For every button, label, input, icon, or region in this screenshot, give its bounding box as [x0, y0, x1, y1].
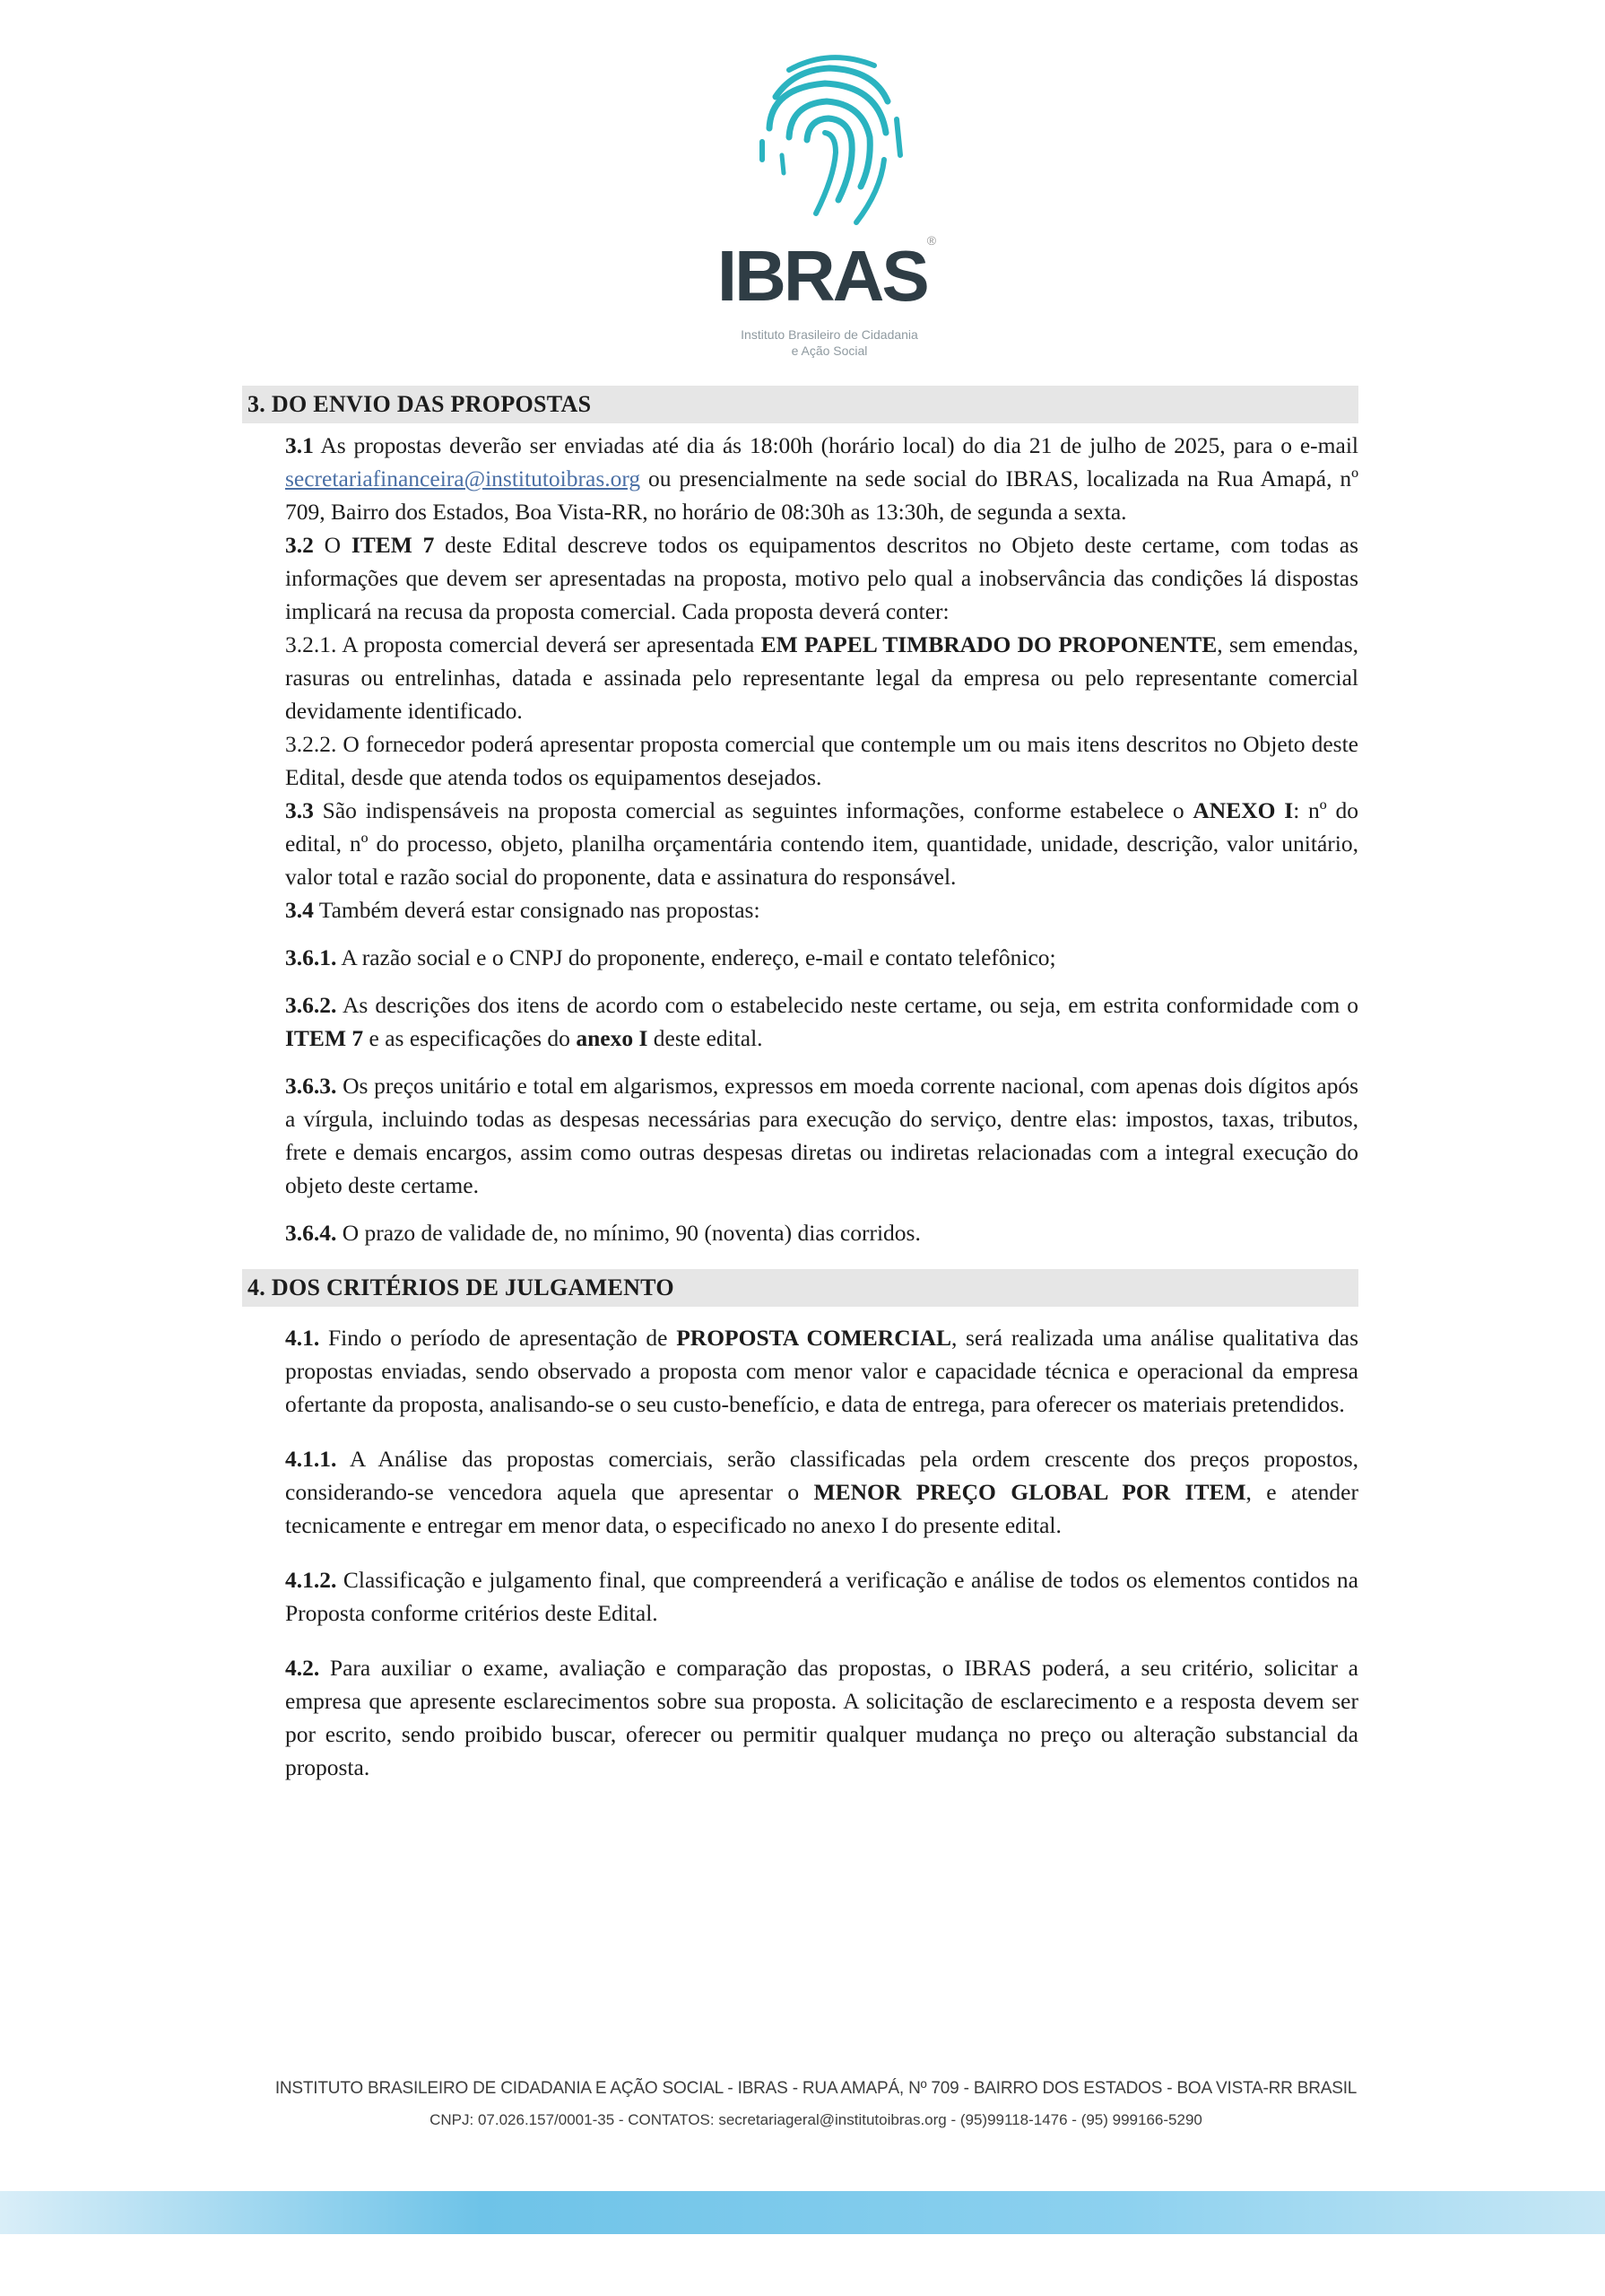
paragraph-3-1: 3.1 As propostas deverão ser enviadas até dia ás 18:00h (horário local) do dia 21 de julho de 2025, para o e-mail secretariafinanceira@institutoibras.org ou presencialmente na sede social do IBRAS, localizada na Rua Amapá, nº 709, Bairro dos Estados, Boa Vista-RR, no horário de 08:30h as 13:30h, de segunda a sexta. [285, 432, 1358, 525]
paragraph-4-2: 4.2. Para auxiliar o exame, avaliação e comparação das propostas, o IBRAS poderá, a seu critério, solicitar a empresa que apresente esclarecimentos sobre sua proposta. A solicitação de esclarecimento e a resposta devem ser por escrito, sendo proibido buscar, oferecer ou permitir qualquer mudança no preço ou alteração substancial da proposta. [285, 1655, 1358, 1780]
brand-subtitle: Instituto Brasileiro de Cidadania e Ação Social [741, 327, 918, 358]
section-3-title: 3. DO ENVIO DAS PROPOSTAS [242, 386, 1358, 423]
footer-address: INSTITUTO BRASILEIRO DE CIDADANIA E AÇÃO SOCIAL - IBRAS - RUA AMAPÁ, Nº 709 - BAIRRO DOS ESTADOS - BOA VISTA-RR BRASIL [274, 2079, 1358, 2098]
paragraph-3-3: 3.3 São indispensáveis na proposta comercial as seguintes informações, conforme estabelece o ANEXO I: nº do edital, nº do processo, objeto, planilha orçamentária contendo item, quantidade, unidade, descrição, valor unitário, valor total e razão social do proponente, data e assinatura do responsável. [285, 797, 1358, 890]
section-4-title: 4. DOS CRITÉRIOS DE JULGAMENTO [242, 1269, 1358, 1307]
paragraph-4-1-2: 4.1.2. Classificação e julgamento final, que compreenderá a verificação e análise de todos os elementos contidos na Proposta conforme critérios deste Edital. [285, 1567, 1358, 1626]
fingerprint-map-icon [726, 34, 933, 240]
footer-contacts: CNPJ: 07.026.157/0001-35 - CONTATOS: secretariageral@institutoibras.org - (95)99118-1476 - (95) 999166-5290 [429, 2111, 1202, 2128]
paragraph-3-2: 3.2 O ITEM 7 deste Edital descreve todos os equipamentos descritos no Objeto deste certame, com todas as informações que devem ser apresentadas na proposta, motivo pelo qual a inobservância das condições lá dispostas implicará na recusa da proposta comercial. Cada proposta deverá conter: [285, 532, 1358, 624]
email-link[interactable]: secretariafinanceira@institutoibras.org [285, 465, 641, 491]
brand-name: IBRAS® [716, 233, 937, 316]
document-body [242, 386, 1358, 1784]
paragraph-3-6-3: 3.6.3. Os preços unitário e total em algarismos, expressos em moeda corrente nacional, com apenas dois dígitos após a vírgula, incluindo todas as despesas necessárias para execução do serviço, dentre elas: impostos, taxas, tributos, frete e demais encargos, assim como outras despesas diretas ou indiretas relacionadas com a integral execução do objeto deste certame. [285, 1073, 1358, 1198]
ibras-logo [699, 34, 977, 366]
paragraph-3-2-1: 3.2.1. A proposta comercial deverá ser apresentada EM PAPEL TIMBRADO DO PROPONENTE, sem emendas, rasuras ou entrelinhas, datada e assinada pelo representante legal da empresa ou pelo representante comercial devidamente identificado. [285, 631, 1358, 724]
paragraph-3-4: 3.4 Também deverá estar consignado nas propostas: [285, 897, 760, 923]
paragraph-3-6-1: 3.6.1. A razão social e o CNPJ do proponente, endereço, e-mail e contato telefônico; [285, 944, 1056, 970]
paragraph-4-1-1: 4.1.1. A Análise das propostas comerciais, serão classificadas pela ordem crescente dos preços propostos, considerando-se vencedora aquela que apresentar o MENOR PREÇO GLOBAL POR ITEM, e atender tecnicamente e entregar em menor data, o especificado no anexo I do presente edital. [285, 1446, 1358, 1538]
paragraph-3-6-4: 3.6.4. O prazo de validade de, no mínimo, 90 (noventa) dias corridos. [285, 1220, 921, 1246]
paragraph-3-6-2: 3.6.2. As descrições dos itens de acordo com o estabelecido neste certame, ou seja, em estrita conformidade com o ITEM 7 e as especificações do anexo I deste edital. [285, 992, 1358, 1051]
paragraph-3-2-2: 3.2.2. O fornecedor poderá apresentar proposta comercial que contemple um ou mais itens descritos no Objeto deste Edital, desde que atenda todos os equipamentos desejados. [285, 731, 1358, 790]
footer-color-bar [0, 2191, 1605, 2234]
paragraph-4-1: 4.1. Findo o período de apresentação de PROPOSTA COMERCIAL, será realizada uma análise qualitativa das propostas enviadas, sendo observado a proposta com menor valor e capacidade técnica e operacional da empresa ofertante da proposta, analisando-se o seu custo-benefício, e data de entrega, para oferecer os materiais pretendidos. [285, 1325, 1358, 1417]
page-footer [269, 2079, 1363, 2129]
